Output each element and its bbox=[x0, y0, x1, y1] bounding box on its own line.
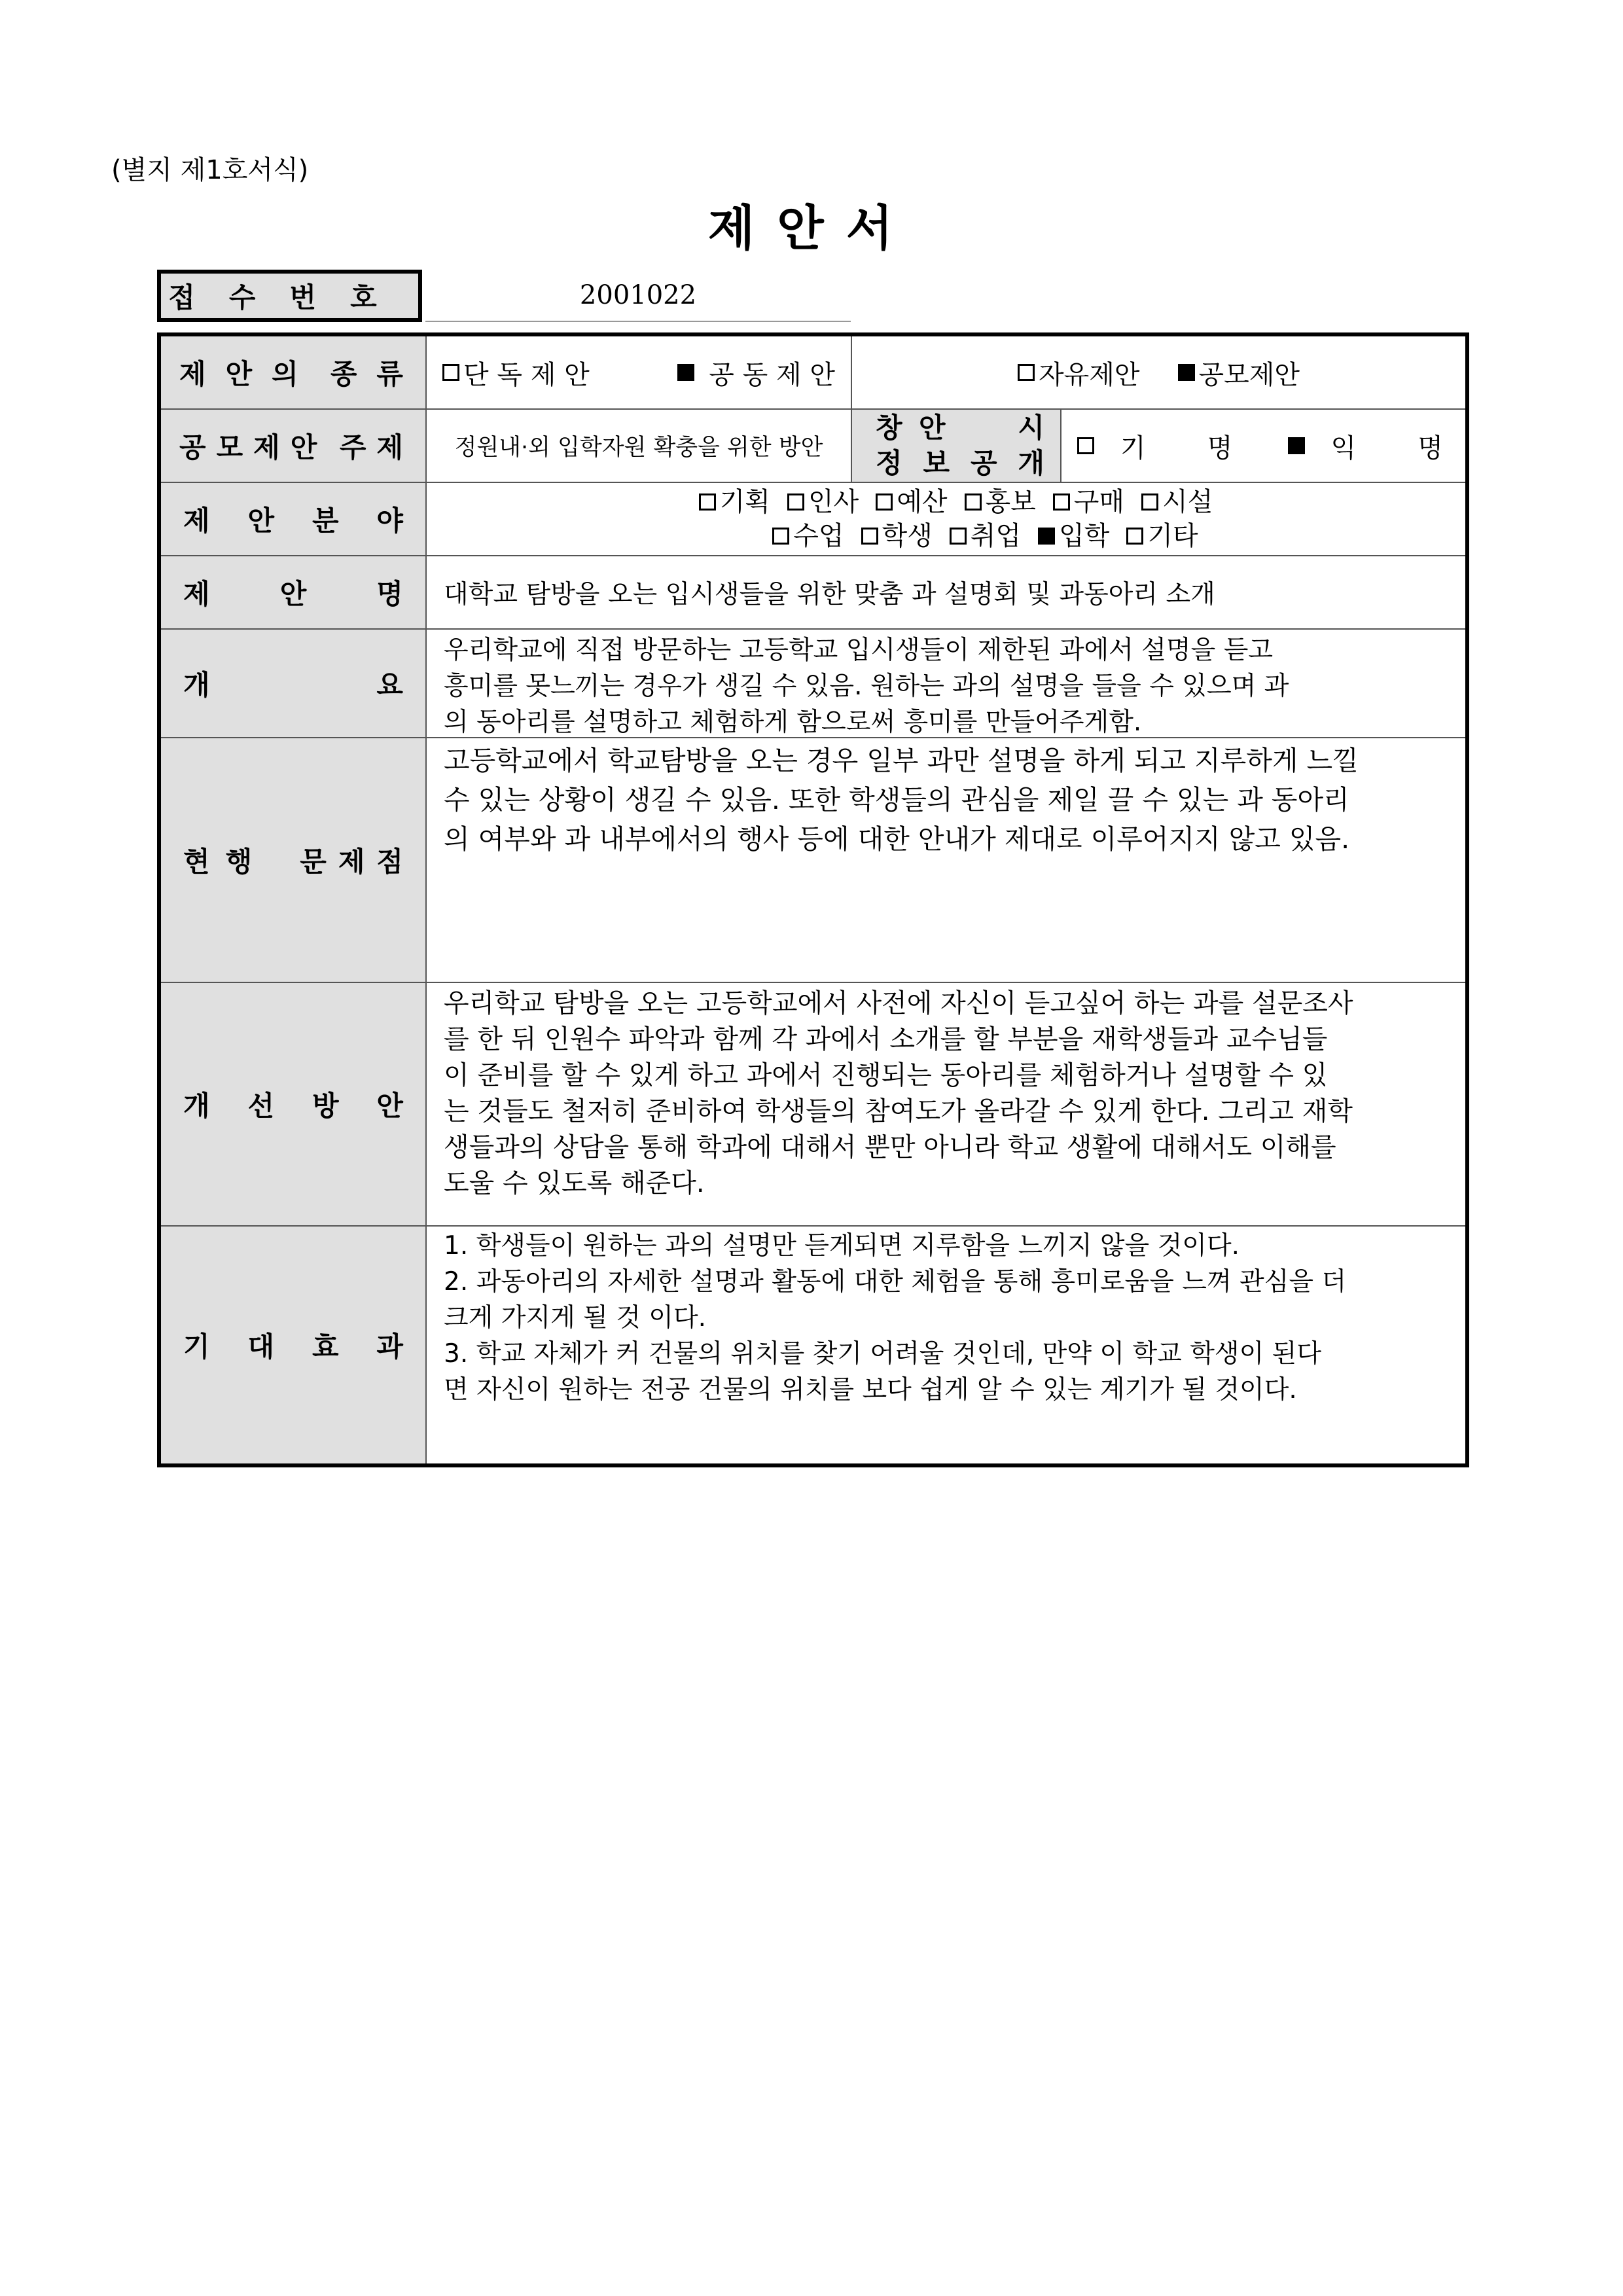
option-label: 자유제안 bbox=[1038, 359, 1140, 390]
proposal-field-label bbox=[161, 483, 427, 555]
text-line: 우리학교에 직접 방문하는 고등학교 입시생들이 제한된 과에서 설명을 듣고 bbox=[444, 636, 1274, 665]
proposal-name-row bbox=[161, 556, 1465, 630]
proposal-type-label bbox=[161, 336, 427, 408]
label-char: 공 bbox=[179, 431, 206, 463]
label-char: 명 bbox=[376, 578, 403, 610]
label-char: 모 bbox=[216, 431, 243, 463]
option-label: 익 명 bbox=[1330, 433, 1452, 463]
option-label: 수업 bbox=[793, 521, 844, 551]
kind-option-joint[interactable] bbox=[677, 354, 835, 391]
summary-row bbox=[161, 630, 1465, 738]
improvement-row bbox=[161, 983, 1465, 1227]
checkbox-filled-icon bbox=[1288, 437, 1305, 454]
label-char: 개 bbox=[1018, 447, 1044, 479]
proposal-field-options bbox=[427, 483, 1465, 555]
label-char: 기 bbox=[183, 1331, 210, 1363]
label-char: 안 bbox=[279, 578, 307, 610]
checkbox-empty-icon bbox=[861, 528, 878, 545]
option-label: 공 동 제 안 bbox=[709, 359, 835, 390]
label-char: 시 bbox=[1018, 412, 1044, 444]
label-char: 안 bbox=[225, 358, 253, 390]
proposal-name-value: 대학교 탐방을 오는 입시생들을 위한 맞춤 과 설명회 및 과동아리 소개 bbox=[444, 580, 1215, 609]
receipt-number-label bbox=[157, 270, 422, 322]
label-char: 야 bbox=[376, 505, 403, 537]
label-char: 점 bbox=[376, 846, 403, 878]
label-char: 방 bbox=[312, 1090, 339, 1122]
summary-label bbox=[161, 630, 427, 737]
field-option-purchase[interactable] bbox=[1053, 485, 1124, 519]
field-option-planning[interactable] bbox=[699, 485, 770, 519]
option-label: 기타 bbox=[1147, 521, 1198, 551]
label-char: 안 bbox=[376, 1090, 403, 1122]
text-line: 흥미를 못느끼는 경우가 생길 수 있음. 원하는 과의 설명을 들을 수 있으며 과 bbox=[444, 672, 1289, 701]
text-line: 의 동아리를 설명하고 체험하게 함으로써 흥미를 만들어주게함. bbox=[444, 708, 1142, 737]
form-reference: (별지 제1호서식) bbox=[111, 155, 309, 185]
field-option-admission[interactable] bbox=[1038, 519, 1109, 553]
field-option-budget[interactable] bbox=[876, 485, 947, 519]
kind-option-solo[interactable] bbox=[442, 354, 590, 391]
text-line: 수 있는 상황이 생길 수 있음. 또한 학생들의 관심을 제일 끌 수 있는 과 동아리 bbox=[444, 784, 1349, 816]
label-char: 의 bbox=[272, 358, 298, 390]
disclosure-label bbox=[852, 410, 1061, 482]
label-char: 보 bbox=[923, 447, 950, 479]
checkbox-empty-icon bbox=[950, 528, 967, 545]
label-char: 행 bbox=[225, 846, 253, 878]
text-line: 우리학교 탐방을 오는 고등학교에서 사전에 자신이 듣고싶어 하는 과를 설문조사 bbox=[444, 988, 1353, 1018]
checkbox-filled-icon bbox=[1178, 364, 1195, 381]
proposal-field-row bbox=[161, 483, 1465, 556]
option-label: 기획 bbox=[719, 487, 770, 517]
text-line: 는 것들도 철저히 준비하여 학생들의 참여도가 올라갈 수 있게 한다. 그리고 재학 bbox=[444, 1096, 1353, 1126]
current-problem-label bbox=[161, 738, 427, 982]
label-char: 안 bbox=[290, 431, 317, 463]
label-char: 제 bbox=[338, 846, 365, 878]
text-line: 이 준비를 할 수 있게 하고 과에서 진행되는 동아리를 체험하거나 설명할 수 있 bbox=[444, 1060, 1328, 1090]
option-label: 홍보 bbox=[985, 487, 1036, 517]
label-char: 개 bbox=[183, 1090, 210, 1122]
label-char: 제 bbox=[183, 578, 210, 610]
label-char: 제 bbox=[253, 431, 280, 463]
text-line: 고등학교에서 학교탐방을 오는 경우 일부 과만 설명을 하게 되고 지루하게 느낄 bbox=[444, 745, 1359, 776]
label-char: 문 bbox=[300, 846, 327, 878]
contest-topic-label bbox=[161, 410, 427, 482]
category-option-free[interactable] bbox=[1018, 354, 1140, 391]
proposal-kind-cell bbox=[427, 336, 852, 408]
checkbox-empty-icon bbox=[876, 493, 893, 511]
proposal-name-label bbox=[161, 556, 427, 628]
option-label: 구매 bbox=[1073, 487, 1125, 517]
label-char: 정 bbox=[876, 447, 902, 479]
field-option-pr[interactable] bbox=[965, 485, 1036, 519]
label-char: 요 bbox=[376, 669, 403, 701]
checkbox-empty-icon bbox=[1126, 528, 1143, 545]
label-char: 개 bbox=[183, 669, 210, 701]
checkbox-empty-icon bbox=[442, 364, 459, 381]
option-label: 취업 bbox=[970, 521, 1022, 551]
option-label: 예산 bbox=[897, 487, 948, 517]
label-char: 종 bbox=[330, 358, 357, 390]
expected-effect-text bbox=[427, 1227, 1465, 1463]
receipt-label-char: 번 bbox=[289, 281, 351, 314]
checkbox-empty-icon bbox=[699, 493, 716, 511]
checkbox-empty-icon bbox=[787, 493, 804, 511]
field-option-class[interactable] bbox=[772, 519, 844, 553]
text-line: 를 한 뒤 인원수 파악과 함께 각 과에서 소개를 할 부분을 재학생들과 교수님들 bbox=[444, 1024, 1328, 1054]
improvement-label bbox=[161, 983, 427, 1225]
proposal-type-row bbox=[161, 336, 1465, 410]
label-char: 과 bbox=[376, 1331, 403, 1363]
text-line: 2. 과동아리의 자세한 설명과 활동에 대한 체험을 통해 흥미로움을 느껴 관심을 더 bbox=[444, 1267, 1347, 1297]
proposal-table bbox=[157, 332, 1469, 1467]
text-line: 생들과의 상담을 통해 학과에 대해서 뿐만 아니라 학교 생활에 대해서도 이해를 bbox=[444, 1132, 1336, 1162]
text-line: 의 여부와 과 내부에서의 행사 등에 대한 안내가 제대로 이루어지지 않고 있음. bbox=[444, 823, 1350, 855]
label-char: 창 bbox=[876, 412, 902, 444]
contest-topic-row bbox=[161, 410, 1465, 483]
proposal-category-cell bbox=[852, 336, 1465, 408]
label-char: 분 bbox=[312, 505, 339, 537]
checkbox-empty-icon bbox=[965, 493, 982, 511]
summary-text bbox=[427, 630, 1465, 737]
label-char: 현 bbox=[183, 846, 210, 878]
label-char: 대 bbox=[247, 1331, 275, 1363]
label-char: 제 bbox=[179, 358, 206, 390]
checkbox-empty-icon bbox=[1018, 364, 1035, 381]
checkbox-empty-icon bbox=[772, 528, 789, 545]
contest-topic-value: 정원내·외 입학자원 확충을 위한 방안 bbox=[427, 410, 852, 482]
option-label: 시설 bbox=[1162, 487, 1213, 517]
label-char: 효 bbox=[312, 1331, 339, 1363]
label-char: 안 bbox=[247, 505, 275, 537]
current-problem-text bbox=[427, 738, 1465, 982]
text-line: 3. 학교 자체가 커 건물의 위치를 찾기 어려울 것인데, 만약 이 학교 학생이 된다 bbox=[444, 1339, 1321, 1369]
label-char: 안 bbox=[919, 412, 946, 444]
receipt-label-char: 접 bbox=[168, 281, 229, 314]
label-char: 제 bbox=[376, 431, 403, 463]
checkbox-filled-icon bbox=[677, 364, 694, 381]
label-char: 공 bbox=[970, 447, 997, 479]
current-problem-row bbox=[161, 738, 1465, 983]
disclosure-option-anonymous[interactable] bbox=[1288, 427, 1452, 465]
receipt-label-char: 수 bbox=[228, 281, 290, 314]
text-line: 1. 학생들이 원하는 과의 설명만 듣게되면 지루함을 느끼지 않을 것이다. bbox=[444, 1231, 1240, 1261]
label-char: 선 bbox=[247, 1090, 275, 1122]
field-option-employment[interactable] bbox=[950, 519, 1021, 553]
document-title: 제안서 bbox=[707, 200, 916, 257]
field-option-other[interactable] bbox=[1126, 519, 1198, 553]
field-option-facility[interactable] bbox=[1141, 485, 1213, 519]
text-line: 면 자신이 원하는 전공 건물의 위치를 보다 쉽게 알 수 있는 계기가 될 것이다. bbox=[444, 1375, 1297, 1405]
checkbox-empty-icon bbox=[1053, 493, 1070, 511]
checkbox-filled-icon bbox=[1038, 528, 1055, 545]
option-label: 입학 bbox=[1059, 521, 1110, 551]
option-label: 기 명 bbox=[1120, 433, 1242, 463]
option-label: 단 독 제 안 bbox=[463, 359, 590, 390]
text-line: 도울 수 있도록 해준다. bbox=[444, 1168, 705, 1198]
text-line: 크게 가지게 될 것 이다. bbox=[444, 1303, 707, 1333]
expected-effect-label bbox=[161, 1227, 427, 1463]
label-char: 주 bbox=[339, 431, 366, 463]
expected-effect-row bbox=[161, 1227, 1465, 1463]
label-char: 제 bbox=[183, 505, 210, 537]
checkbox-empty-icon bbox=[1141, 493, 1158, 511]
option-label: 공모제안 bbox=[1198, 359, 1300, 390]
improvement-text bbox=[427, 983, 1465, 1225]
disclosure-options-cell bbox=[1061, 410, 1465, 482]
field-option-student[interactable] bbox=[861, 519, 933, 553]
field-option-personnel[interactable] bbox=[787, 485, 859, 519]
disclosure-option-named[interactable] bbox=[1077, 427, 1241, 465]
category-option-contest[interactable] bbox=[1178, 354, 1300, 391]
label-char: 류 bbox=[376, 358, 403, 390]
checkbox-empty-icon bbox=[1077, 437, 1094, 454]
option-label: 인사 bbox=[808, 487, 859, 517]
option-label: 학생 bbox=[882, 521, 933, 551]
receipt-number-value: 2001022 bbox=[425, 270, 851, 322]
receipt-label-char: 호 bbox=[350, 281, 411, 314]
